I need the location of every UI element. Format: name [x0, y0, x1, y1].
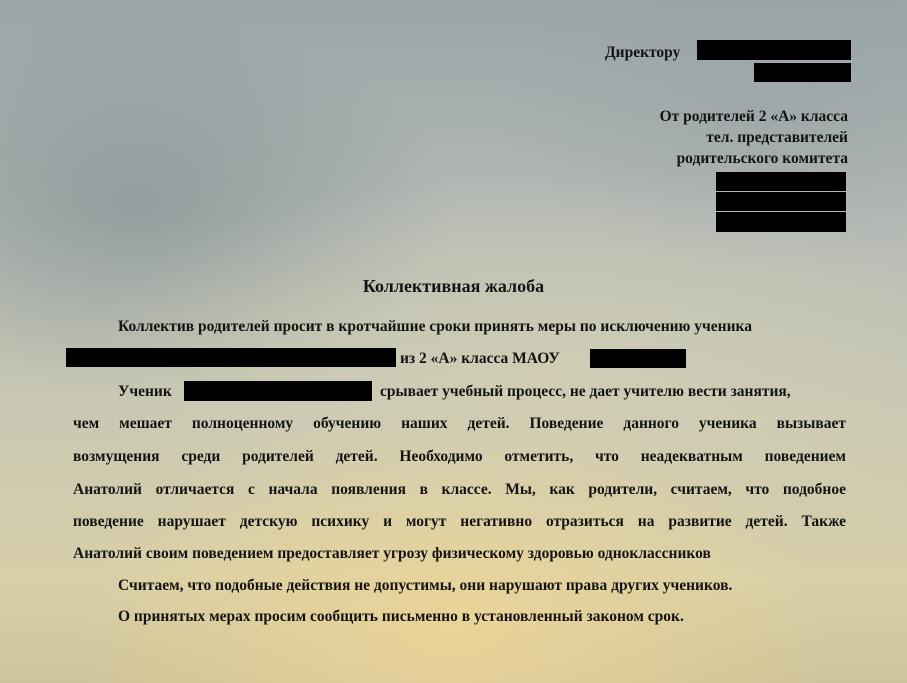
body-p2-start: Ученик — [118, 383, 172, 400]
from-parents-line: От родителей 2 «А» класса — [659, 108, 848, 125]
body-p3: Считаем, что подобные действия не допустимы, они нарушают права других учеников. — [118, 577, 733, 594]
redaction-sender-3 — [716, 212, 846, 232]
redaction-sender-2 — [716, 192, 846, 211]
redaction-sender-1 — [716, 172, 846, 191]
body-p4: О принятых мерах просим сообщить письменно в установленный законом срок. — [118, 608, 684, 625]
document-title: Коллективная жалоба — [362, 276, 545, 296]
redaction-school-name — [590, 349, 686, 368]
body-p2-line1-rest: срывает учебный процесс, не дает учителю вести занятия, — [380, 383, 791, 400]
body-p2-line6: Анатолий своим поведением предоставляет угрозу физическому здоровью одноклассников — [73, 545, 711, 562]
body-p2-line4: Анатолий отличается с начала появления в классе. Мы, как родители, считаем, что подобное — [73, 481, 846, 498]
body-p1-line1: Коллектив родителей просит в кротчайшие сроки принять меры по исключению ученика — [118, 318, 752, 335]
representatives-line: тел. представителей — [706, 129, 848, 146]
committee-line: родительского комитета — [676, 150, 848, 167]
director-label: Директору — [605, 44, 681, 61]
body-p2-line5: поведение нарушает детскую психику и могут негативно отразиться на развитие детей. Также — [73, 513, 846, 530]
body-p1-line2: из 2 «А» класса МАОУ — [400, 350, 560, 367]
body-p2-line2: чем мешает полноценному обучению наших детей. Поведение данного ученика вызывает — [73, 415, 846, 432]
redaction-director-name — [697, 40, 851, 60]
redaction-student-name — [66, 348, 396, 367]
body-p2-line3: возмущения среди родителей детей. Необходимо отметить, что неадекватным поведением — [73, 448, 846, 465]
redaction-student-name-2 — [184, 381, 372, 401]
redaction-director-school — [754, 63, 851, 82]
